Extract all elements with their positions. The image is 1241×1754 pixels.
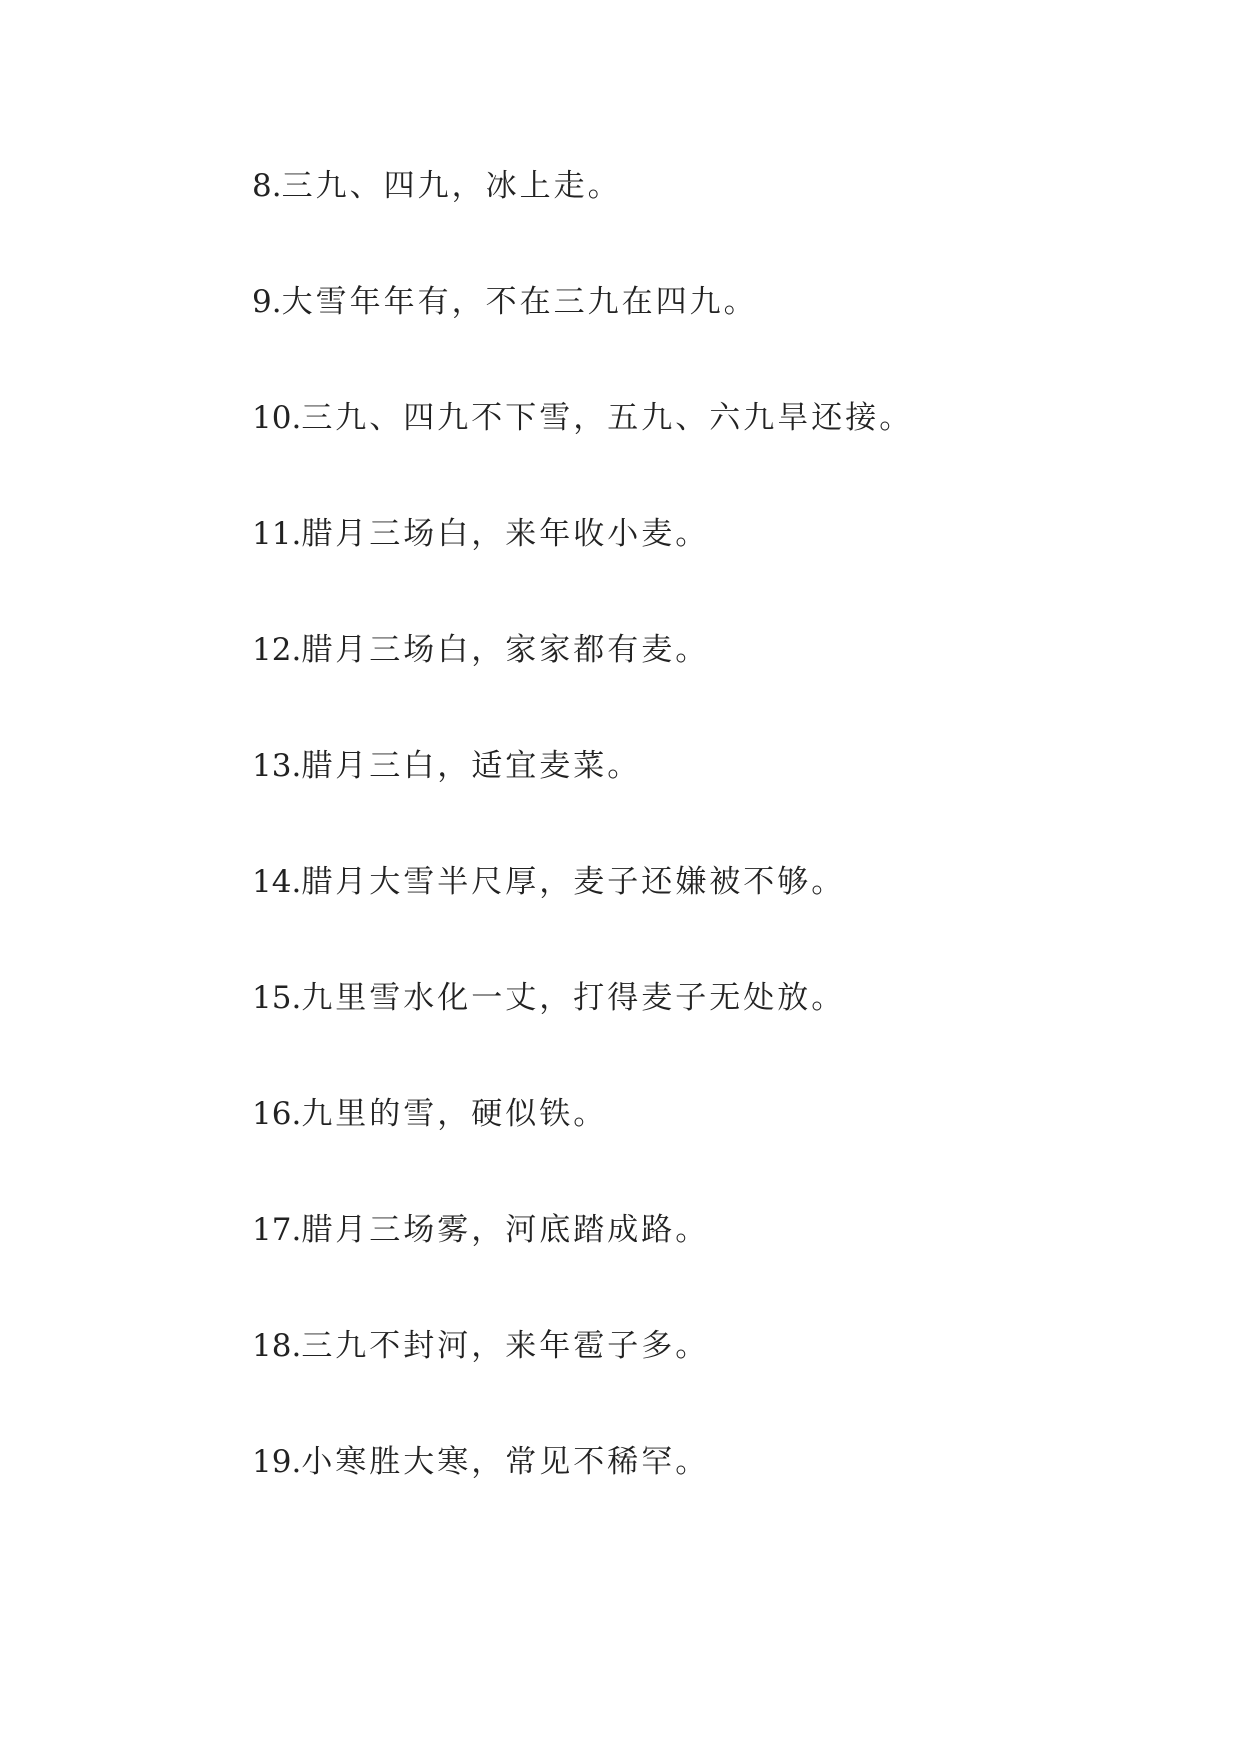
list-item <box>252 1436 1152 1552</box>
item-number: 8. <box>252 168 282 204</box>
item-text: 三九、四九，冰上走。 <box>281 168 622 204</box>
list-item <box>252 508 1152 624</box>
item-text: 腊月三场雾，河底踏成路。 <box>301 1212 710 1248</box>
list-item <box>252 740 1152 856</box>
item-number: 17. <box>252 1212 302 1248</box>
item-number: 15. <box>252 980 302 1016</box>
item-text: 三九、四九不下雪，五九、六九旱还接。 <box>301 400 914 436</box>
list-item <box>252 856 1152 972</box>
list-item <box>252 276 1152 392</box>
item-number: 12. <box>252 632 302 668</box>
list-item <box>252 392 1152 508</box>
item-number: 18. <box>252 1328 302 1364</box>
item-text: 腊月大雪半尺厚，麦子还嫌被不够。 <box>301 864 846 900</box>
item-number: 9. <box>252 284 282 320</box>
list-item <box>252 1204 1152 1320</box>
item-text: 大雪年年有，不在三九在四九。 <box>281 284 758 320</box>
proverb-list <box>252 160 1152 1552</box>
item-number: 19. <box>252 1444 302 1480</box>
item-text: 九里雪水化一丈，打得麦子无处放。 <box>301 980 846 1016</box>
item-number: 14. <box>252 864 302 900</box>
list-item <box>252 972 1152 1088</box>
item-text: 小寒胜大寒，常见不稀罕。 <box>301 1444 710 1480</box>
list-item <box>252 1320 1152 1436</box>
item-number: 16. <box>252 1096 302 1132</box>
item-number: 11. <box>252 516 302 552</box>
list-item <box>252 624 1152 740</box>
item-text: 九里的雪，硬似铁。 <box>301 1096 608 1132</box>
item-text: 三九不封河，来年雹子多。 <box>301 1328 710 1364</box>
item-number: 13. <box>252 748 302 784</box>
item-text: 腊月三白，适宜麦菜。 <box>301 748 642 784</box>
item-text: 腊月三场白，家家都有麦。 <box>301 632 710 668</box>
list-item <box>252 1088 1152 1204</box>
item-text: 腊月三场白，来年收小麦。 <box>301 516 710 552</box>
list-item <box>252 160 1152 276</box>
item-number: 10. <box>252 400 302 436</box>
